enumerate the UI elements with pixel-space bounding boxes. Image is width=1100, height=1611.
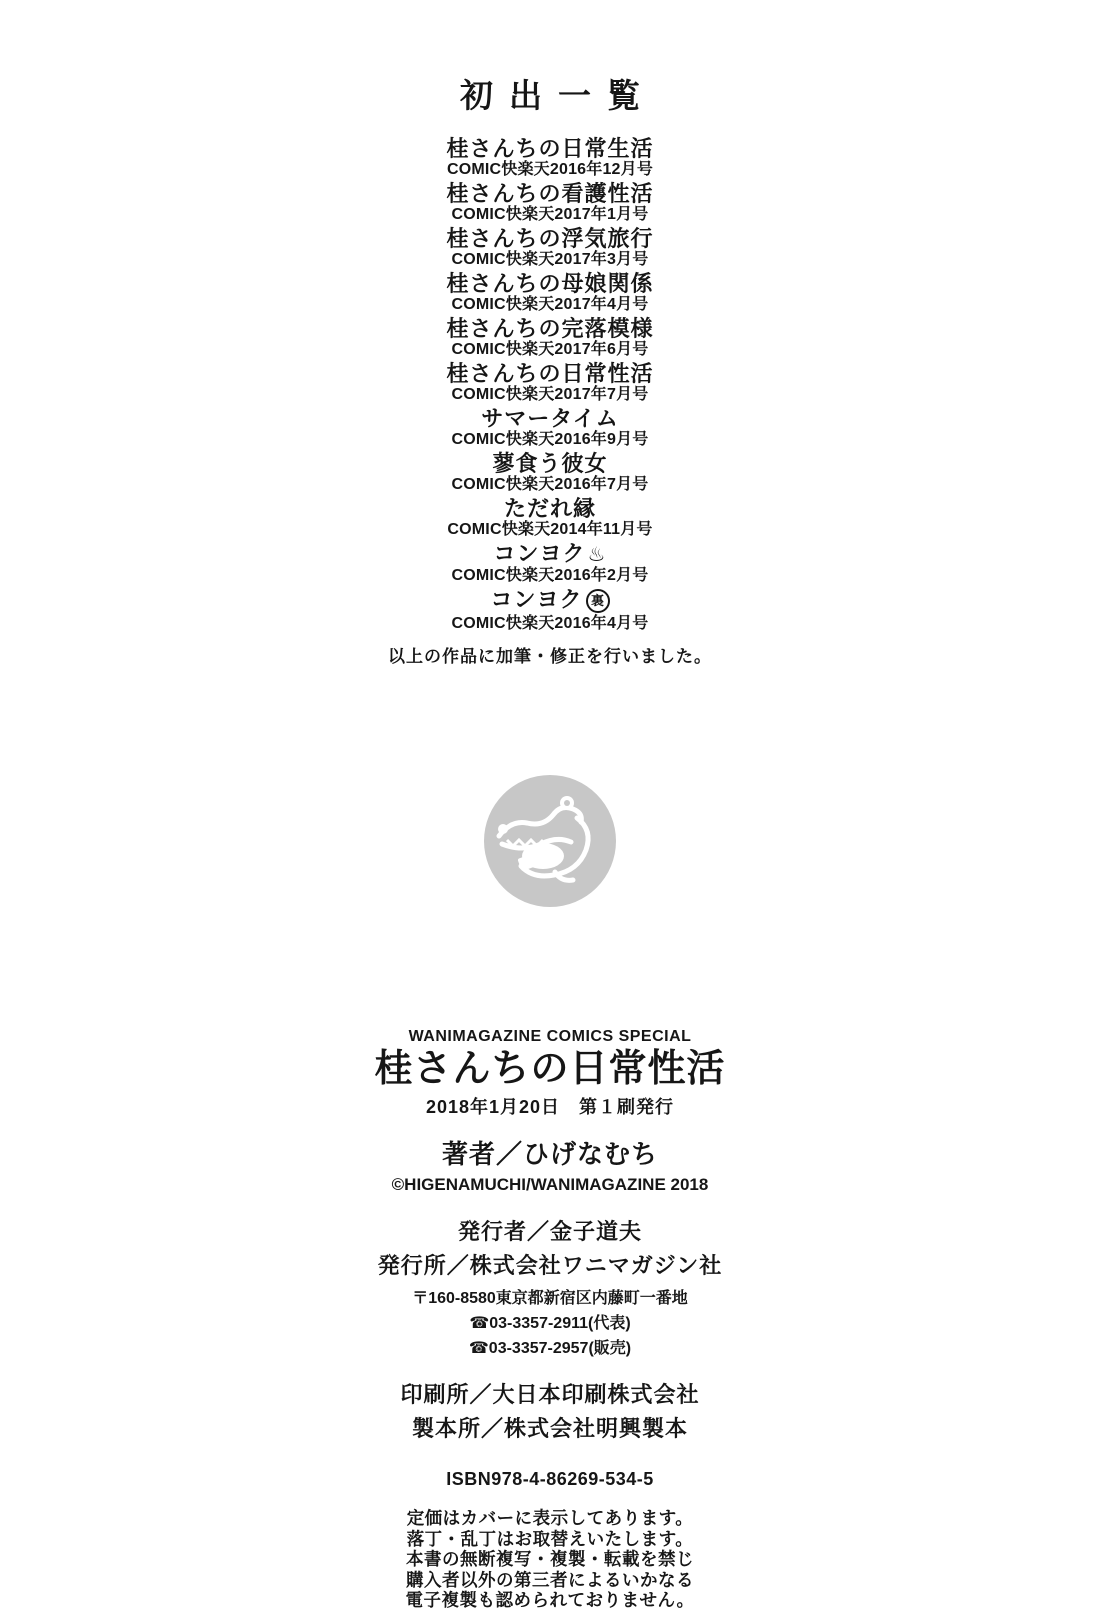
- publisher-address: 〒160-8580東京都新宿区内藤町一番地: [412, 1290, 688, 1307]
- list-item: [0, 182, 1100, 224]
- list-item: [0, 452, 1100, 494]
- revision-note: 以上の作品に加筆・修正を行いました。: [388, 647, 712, 666]
- list-item: [0, 137, 1100, 179]
- work-source: COMIC快楽天2017年3月号: [451, 251, 649, 268]
- notice-line: 落丁・乱丁はお取替えいたします。: [406, 1528, 694, 1549]
- list-item: [0, 542, 1100, 585]
- publisher-company: 発行所／株式会社ワニマガジン社: [377, 1253, 723, 1278]
- work-title: 桂さんちの完落模様: [446, 316, 654, 341]
- list-item: [0, 497, 1100, 539]
- publisher-person: 発行者／金子道夫: [457, 1219, 642, 1244]
- work-title: 桂さんちの日常性活: [446, 361, 654, 386]
- work-title: 桂さんちの日常生活: [446, 136, 654, 161]
- phone-sales: ☎03-3357-2957(販売): [468, 1340, 632, 1357]
- copyright-line: ©HIGENAMUCHI/WANIMAGAZINE 2018: [391, 1175, 709, 1194]
- work-title: [0, 588, 1100, 615]
- work-title: 桂さんちの看護性活: [446, 181, 654, 206]
- work-title: [0, 542, 1100, 567]
- legal-notices: [0, 1508, 1100, 1611]
- work-title: 桂さんちの母娘関係: [446, 271, 654, 296]
- work-title: 桂さんちの浮気旅行: [446, 226, 654, 251]
- list-item: [0, 362, 1100, 404]
- hot-spring-icon: ♨: [587, 544, 607, 566]
- work-source: COMIC快楽天2016年4月号: [451, 615, 649, 632]
- work-source: COMIC快楽天2017年6月号: [451, 341, 649, 358]
- bindery-line: 製本所／株式会社明興製本: [411, 1416, 688, 1441]
- work-source: COMIC快楽天2014年11月号: [447, 521, 653, 538]
- work-source: COMIC快楽天2017年7月号: [451, 386, 649, 403]
- isbn: ISBN978-4-86269-534-5: [446, 1469, 654, 1489]
- work-title: サマータイム: [481, 406, 619, 431]
- work-title-text: コンヨク: [493, 541, 586, 566]
- author-line: 著者／ひげなむち: [441, 1139, 658, 1169]
- phone-main: ☎03-3357-2911(代表): [469, 1315, 631, 1332]
- page-title: 初出一覧: [460, 77, 656, 114]
- circled-ura-badge: 裏: [586, 589, 610, 613]
- work-title: ただれ縁: [503, 496, 596, 521]
- work-source: COMIC快楽天2016年12月号: [446, 161, 654, 178]
- series-label: WANIMAGAZINE COMICS SPECIAL: [408, 1028, 692, 1045]
- work-source: COMIC快楽天2016年9月号: [451, 431, 649, 448]
- work-title-text: コンヨク: [490, 587, 583, 612]
- list-item: [0, 317, 1100, 359]
- notice-line: 電子複製も認められておりません。: [405, 1590, 695, 1610]
- list-item: [0, 588, 1100, 633]
- printer-line: 印刷所／大日本印刷株式会社: [400, 1382, 700, 1407]
- work-source: COMIC快楽天2016年7月号: [451, 476, 649, 493]
- wanimagazine-crocodile-logo: [481, 772, 619, 910]
- work-source: COMIC快楽天2017年4月号: [451, 296, 649, 313]
- notice-line: 定価はカバーに表示してあります。: [406, 1508, 694, 1528]
- list-item: [0, 407, 1100, 449]
- list-item: [0, 227, 1100, 269]
- book-title: 桂さんちの日常性活: [374, 1048, 726, 1090]
- work-source: COMIC快楽天2016年2月号: [451, 567, 649, 584]
- work-source: COMIC快楽天2017年1月号: [451, 206, 649, 223]
- list-item: [0, 272, 1100, 314]
- colophon-section: [0, 1028, 1100, 1611]
- work-title: 蓼食う彼女: [492, 451, 608, 476]
- notice-line: 購入者以外の第三者によるいかなる: [406, 1569, 694, 1590]
- print-date: 2018年1月20日 第１刷発行: [425, 1097, 675, 1117]
- first-publication-section: [0, 70, 1100, 667]
- notice-line: 本書の無断複写・複製・転載を禁じ: [406, 1549, 694, 1569]
